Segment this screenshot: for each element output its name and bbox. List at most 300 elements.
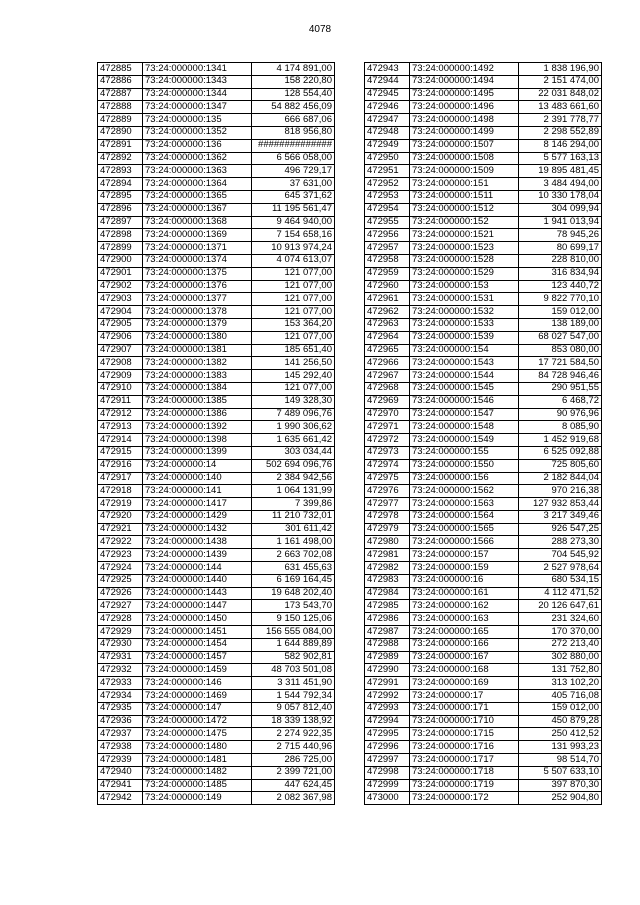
table-row <box>365 126 602 139</box>
table-row <box>365 536 602 549</box>
row-number-cell: 472949 <box>365 139 410 152</box>
cadastral-number-cell: 73:24:000000:141 <box>143 485 252 498</box>
cadastral-value-cell: 10 330 178,04 <box>519 190 602 203</box>
row-number-cell: 472963 <box>365 318 410 331</box>
row-number-cell: 472903 <box>98 293 143 306</box>
row-number-cell: 472964 <box>365 331 410 344</box>
table-row <box>365 165 602 178</box>
table-row <box>365 254 602 267</box>
cadastral-value-cell: 131 993,23 <box>519 741 602 754</box>
cadastral-number-cell: 73:24:000000:1386 <box>143 408 252 421</box>
table-row <box>365 190 602 203</box>
table-row <box>98 574 335 587</box>
table-row <box>365 446 602 459</box>
table-row <box>98 600 335 613</box>
cadastral-number-cell: 73:24:000000:1347 <box>143 101 252 114</box>
cadastral-number-cell: 73:24:000000:1565 <box>410 523 519 536</box>
table-row <box>365 114 602 127</box>
cadastral-value-cell: 17 721 584,50 <box>519 357 602 370</box>
table-row <box>98 331 335 344</box>
cadastral-value-cell: 2 715 440,96 <box>252 741 335 754</box>
cadastral-value-cell: 173 543,70 <box>252 600 335 613</box>
cadastral-value-cell: 10 913 974,24 <box>252 242 335 255</box>
cadastral-value-cell: 1 064 131,99 <box>252 485 335 498</box>
cadastral-number-cell: 73:24:000000:1378 <box>143 306 252 319</box>
row-number-cell: 472918 <box>98 485 143 498</box>
cadastral-value-cell: 7 154 658,16 <box>252 229 335 242</box>
table-row <box>98 408 335 421</box>
table-row <box>365 472 602 485</box>
table-row <box>365 280 602 293</box>
cadastral-number-cell: 73:24:000000:1472 <box>143 715 252 728</box>
table-row <box>98 766 335 779</box>
cadastral-number-cell: 73:24:000000:166 <box>410 638 519 651</box>
table-row <box>365 318 602 331</box>
cadastral-number-cell: 73:24:000000:1383 <box>143 370 252 383</box>
cadastral-number-cell: 73:24:000000:154 <box>410 344 519 357</box>
cadastral-value-cell: 7 399,86 <box>252 498 335 511</box>
cadastral-value-cell: 1 544 792,34 <box>252 690 335 703</box>
cadastral-value-cell: 145 292,40 <box>252 370 335 383</box>
row-number-cell: 472947 <box>365 114 410 127</box>
cadastral-number-cell: 73:24:000000:1550 <box>410 459 519 472</box>
row-number-cell: 472942 <box>98 792 143 805</box>
cadastral-number-cell: 73:24:000000:1432 <box>143 523 252 536</box>
cadastral-value-cell: 128 554,40 <box>252 88 335 101</box>
table-row <box>365 510 602 523</box>
row-number-cell: 472982 <box>365 562 410 575</box>
table-row <box>365 101 602 114</box>
cadastral-value-cell: 704 545,92 <box>519 549 602 562</box>
row-number-cell: 472917 <box>98 472 143 485</box>
table-row <box>365 306 602 319</box>
row-number-cell: 472926 <box>98 587 143 600</box>
cadastral-value-cell: 496 729,17 <box>252 165 335 178</box>
table-row <box>365 485 602 498</box>
cadastral-value-cell: 13 483 661,60 <box>519 101 602 114</box>
table-row <box>365 267 602 280</box>
cadastral-value-cell: 250 412,52 <box>519 728 602 741</box>
row-number-cell: 472927 <box>98 600 143 613</box>
table-row <box>98 370 335 383</box>
table-row <box>365 728 602 741</box>
cadastral-value-cell: 272 213,40 <box>519 638 602 651</box>
table-row <box>365 357 602 370</box>
row-number-cell: 472972 <box>365 434 410 447</box>
cadastral-number-cell: 73:24:000000:162 <box>410 600 519 613</box>
cadastral-value-cell: 121 077,00 <box>252 331 335 344</box>
row-number-cell: 472887 <box>98 88 143 101</box>
table-row <box>365 562 602 575</box>
cadastral-number-cell: 73:24:000000:1494 <box>410 75 519 88</box>
cadastral-number-cell: 73:24:000000:1365 <box>143 190 252 203</box>
row-number-cell: 472895 <box>98 190 143 203</box>
row-number-cell: 472939 <box>98 754 143 767</box>
row-number-cell: 472945 <box>365 88 410 101</box>
cadastral-value-cell: 2 663 702,08 <box>252 549 335 562</box>
table-row <box>98 267 335 280</box>
cadastral-value-cell: 231 324,60 <box>519 613 602 626</box>
row-number-cell: 472910 <box>98 382 143 395</box>
table-row <box>98 357 335 370</box>
table-row <box>98 344 335 357</box>
cadastral-number-cell: 73:24:000000:1509 <box>410 165 519 178</box>
cadastral-value-cell: 8 146 294,00 <box>519 139 602 152</box>
cadastral-value-cell: ############## <box>252 139 335 152</box>
cadastral-number-cell: 73:24:000000:1545 <box>410 382 519 395</box>
row-number-cell: 472889 <box>98 114 143 127</box>
cadastral-value-cell: 11 195 561,47 <box>252 203 335 216</box>
cadastral-value-cell: 48 703 501,08 <box>252 664 335 677</box>
table-row <box>98 754 335 767</box>
row-number-cell: 472930 <box>98 638 143 651</box>
cadastral-value-cell: 1 644 889,89 <box>252 638 335 651</box>
cadastral-number-cell: 73:24:000000:1371 <box>143 242 252 255</box>
table-row <box>365 702 602 715</box>
row-number-cell: 472928 <box>98 613 143 626</box>
cadastral-value-cell: 141 256,50 <box>252 357 335 370</box>
table-row <box>365 587 602 600</box>
row-number-cell: 472938 <box>98 741 143 754</box>
row-number-cell: 472943 <box>365 63 410 76</box>
cadastral-value-cell: 4 112 471,52 <box>519 587 602 600</box>
cadastral-number-cell: 73:24:000000:1532 <box>410 306 519 319</box>
cadastral-value-cell: 123 440,72 <box>519 280 602 293</box>
table-row <box>365 331 602 344</box>
row-number-cell: 472977 <box>365 498 410 511</box>
cadastral-value-cell: 98 514,70 <box>519 754 602 767</box>
row-number-cell: 472935 <box>98 702 143 715</box>
row-number-cell: 472929 <box>98 626 143 639</box>
table-row <box>365 754 602 767</box>
table-row <box>98 741 335 754</box>
cadastral-value-cell: 159 012,00 <box>519 306 602 319</box>
cadastral-number-cell: 73:24:000000:1543 <box>410 357 519 370</box>
cadastral-number-cell: 73:24:000000:1523 <box>410 242 519 255</box>
cadastral-number-cell: 73:24:000000:1379 <box>143 318 252 331</box>
table-row <box>365 88 602 101</box>
cadastral-value-cell: 1 635 661,42 <box>252 434 335 447</box>
row-number-cell: 472908 <box>98 357 143 370</box>
cadastral-number-cell: 73:24:000000:159 <box>410 562 519 575</box>
cadastral-value-cell: 680 534,15 <box>519 574 602 587</box>
table-row <box>98 715 335 728</box>
row-number-cell: 472955 <box>365 216 410 229</box>
cadastral-value-cell: 3 311 451,90 <box>252 677 335 690</box>
cadastral-value-cell: 121 077,00 <box>252 306 335 319</box>
cadastral-number-cell: 73:24:000000:1362 <box>143 152 252 165</box>
row-number-cell: 472995 <box>365 728 410 741</box>
table-row <box>98 523 335 536</box>
row-number-cell: 472934 <box>98 690 143 703</box>
cadastral-value-cell: 725 805,60 <box>519 459 602 472</box>
row-number-cell: 472885 <box>98 63 143 76</box>
cadastral-value-cell: 397 870,30 <box>519 779 602 792</box>
table-row <box>98 203 335 216</box>
cadastral-value-cell: 9 822 770,10 <box>519 293 602 306</box>
row-number-cell: 472962 <box>365 306 410 319</box>
table-row <box>98 216 335 229</box>
cadastral-number-cell: 73:24:000000:151 <box>410 178 519 191</box>
cadastral-number-cell: 73:24:000000:165 <box>410 626 519 639</box>
table-row <box>98 139 335 152</box>
table-row <box>98 114 335 127</box>
cadastral-value-cell: 6 566 058,00 <box>252 152 335 165</box>
cadastral-value-cell: 301 611,42 <box>252 523 335 536</box>
cadastral-number-cell: 73:24:000000:135 <box>143 114 252 127</box>
table-row <box>365 152 602 165</box>
cadastral-value-cell: 447 624,45 <box>252 779 335 792</box>
table-row <box>98 779 335 792</box>
row-number-cell: 472902 <box>98 280 143 293</box>
table-row <box>98 126 335 139</box>
cadastral-number-cell: 73:24:000000:1528 <box>410 254 519 267</box>
row-number-cell: 472950 <box>365 152 410 165</box>
cadastral-value-cell: 405 716,08 <box>519 690 602 703</box>
cadastral-value-cell: 22 031 848,02 <box>519 88 602 101</box>
table-row <box>98 446 335 459</box>
cadastral-number-cell: 73:24:000000:1341 <box>143 63 252 76</box>
cadastral-number-cell: 73:24:000000:155 <box>410 446 519 459</box>
row-number-cell: 472979 <box>365 523 410 536</box>
table-row <box>365 792 602 805</box>
row-number-cell: 472920 <box>98 510 143 523</box>
cadastral-value-cell: 18 339 138,92 <box>252 715 335 728</box>
cadastral-value-cell: 6 468,72 <box>519 395 602 408</box>
row-number-cell: 472901 <box>98 267 143 280</box>
cadastral-value-cell: 6 169 164,45 <box>252 574 335 587</box>
cadastral-number-cell: 73:24:000000:156 <box>410 472 519 485</box>
table-row <box>98 421 335 434</box>
row-number-cell: 472940 <box>98 766 143 779</box>
cadastral-number-cell: 73:24:000000:167 <box>410 651 519 664</box>
row-number-cell: 472948 <box>365 126 410 139</box>
cadastral-number-cell: 73:24:000000:1521 <box>410 229 519 242</box>
table-row <box>98 613 335 626</box>
row-number-cell: 472968 <box>365 382 410 395</box>
table-row <box>98 728 335 741</box>
table-row <box>365 600 602 613</box>
cadastral-number-cell: 73:24:000000:1417 <box>143 498 252 511</box>
cadastral-number-cell: 73:24:000000:1498 <box>410 114 519 127</box>
cadastral-value-cell: 156 555 084,00 <box>252 626 335 639</box>
cadastral-value-cell: 7 489 096,76 <box>252 408 335 421</box>
cadastral-value-cell: 1 838 196,90 <box>519 63 602 76</box>
cadastral-number-cell: 73:24:000000:146 <box>143 677 252 690</box>
row-number-cell: 472907 <box>98 344 143 357</box>
cadastral-number-cell: 73:24:000000:171 <box>410 702 519 715</box>
cadastral-number-cell: 73:24:000000:1482 <box>143 766 252 779</box>
row-number-cell: 472971 <box>365 421 410 434</box>
table-row <box>98 459 335 472</box>
cadastral-number-cell: 73:24:000000:1375 <box>143 267 252 280</box>
cadastral-number-cell: 73:24:000000:136 <box>143 139 252 152</box>
cadastral-number-cell: 73:24:000000:1429 <box>143 510 252 523</box>
table-row <box>365 651 602 664</box>
table-row <box>98 63 335 76</box>
table-row <box>365 408 602 421</box>
table-row <box>365 715 602 728</box>
row-number-cell: 472899 <box>98 242 143 255</box>
cadastral-value-cell: 926 547,25 <box>519 523 602 536</box>
cadastral-value-cell: 302 880,00 <box>519 651 602 664</box>
table-row <box>365 523 602 536</box>
cadastral-number-cell: 73:24:000000:1507 <box>410 139 519 152</box>
cadastral-value-cell: 9 464 940,00 <box>252 216 335 229</box>
cadastral-number-cell: 73:24:000000:157 <box>410 549 519 562</box>
row-number-cell: 472900 <box>98 254 143 267</box>
table-row <box>365 139 602 152</box>
cadastral-value-cell: 90 976,96 <box>519 408 602 421</box>
row-number-cell: 472913 <box>98 421 143 434</box>
row-number-cell: 472886 <box>98 75 143 88</box>
cadastral-number-cell: 73:24:000000:1511 <box>410 190 519 203</box>
cadastral-value-cell: 4 174 891,00 <box>252 63 335 76</box>
row-number-cell: 472997 <box>365 754 410 767</box>
cadastral-value-cell: 631 455,63 <box>252 562 335 575</box>
row-number-cell: 472990 <box>365 664 410 677</box>
row-number-cell: 472936 <box>98 715 143 728</box>
row-number-cell: 472919 <box>98 498 143 511</box>
table-row <box>365 677 602 690</box>
row-number-cell: 472976 <box>365 485 410 498</box>
cadastral-number-cell: 73:24:000000:1539 <box>410 331 519 344</box>
row-number-cell: 472892 <box>98 152 143 165</box>
cadastral-value-cell: 37 631,00 <box>252 178 335 191</box>
cadastral-value-cell: 20 126 647,61 <box>519 600 602 613</box>
row-number-cell: 472969 <box>365 395 410 408</box>
cadastral-number-cell: 73:24:000000:1368 <box>143 216 252 229</box>
cadastral-number-cell: 73:24:000000:1496 <box>410 101 519 114</box>
cadastral-number-cell: 73:24:000000:1398 <box>143 434 252 447</box>
row-number-cell: 472966 <box>365 357 410 370</box>
cadastral-number-cell: 73:24:000000:1364 <box>143 178 252 191</box>
row-number-cell: 472951 <box>365 165 410 178</box>
cadastral-number-cell: 73:24:000000:163 <box>410 613 519 626</box>
row-number-cell: 472975 <box>365 472 410 485</box>
table-row <box>365 370 602 383</box>
table-row <box>365 574 602 587</box>
cadastral-number-cell: 73:24:000000:144 <box>143 562 252 575</box>
cadastral-value-cell: 6 525 092,88 <box>519 446 602 459</box>
cadastral-value-cell: 582 902,81 <box>252 651 335 664</box>
cadastral-number-cell: 73:24:000000:1343 <box>143 75 252 88</box>
cadastral-value-cell: 1 941 013,94 <box>519 216 602 229</box>
page-number: 4078 <box>308 24 332 35</box>
table-row <box>98 75 335 88</box>
row-number-cell: 472998 <box>365 766 410 779</box>
table-row <box>365 613 602 626</box>
cadastral-number-cell: 73:24:000000:1380 <box>143 331 252 344</box>
row-number-cell: 472893 <box>98 165 143 178</box>
cadastral-number-cell: 73:24:000000:1363 <box>143 165 252 178</box>
row-number-cell: 472970 <box>365 408 410 421</box>
row-number-cell: 472985 <box>365 600 410 613</box>
cadastral-number-cell: 73:24:000000:16 <box>410 574 519 587</box>
row-number-cell: 472983 <box>365 574 410 587</box>
cadastral-value-cell: 8 085,90 <box>519 421 602 434</box>
cadastral-number-cell: 73:24:000000:1533 <box>410 318 519 331</box>
cadastral-number-cell: 73:24:000000:1377 <box>143 293 252 306</box>
cadastral-number-cell: 73:24:000000:1499 <box>410 126 519 139</box>
table-row <box>98 165 335 178</box>
cadastral-number-cell: 73:24:000000:1529 <box>410 267 519 280</box>
cadastral-value-cell: 4 074 613,07 <box>252 254 335 267</box>
cadastral-number-cell: 73:24:000000:1443 <box>143 587 252 600</box>
row-number-cell: 472994 <box>365 715 410 728</box>
cadastral-value-cell: 288 273,30 <box>519 536 602 549</box>
table-row <box>365 549 602 562</box>
cadastral-number-cell: 73:24:000000:1480 <box>143 741 252 754</box>
row-number-cell: 472946 <box>365 101 410 114</box>
cadastral-number-cell: 73:24:000000:1492 <box>410 63 519 76</box>
cadastral-value-cell: 2 399 721,00 <box>252 766 335 779</box>
table-row <box>365 75 602 88</box>
cadastral-value-cell: 159 012,00 <box>519 702 602 715</box>
cadastral-value-cell: 131 752,80 <box>519 664 602 677</box>
row-number-cell: 472914 <box>98 434 143 447</box>
cadastral-number-cell: 73:24:000000:1392 <box>143 421 252 434</box>
table-row <box>98 536 335 549</box>
row-number-cell: 472933 <box>98 677 143 690</box>
cadastral-number-cell: 73:24:000000:1382 <box>143 357 252 370</box>
cadastral-value-cell: 228 810,00 <box>519 254 602 267</box>
cadastral-number-cell: 73:24:000000:1440 <box>143 574 252 587</box>
cadastral-value-cell: 1 990 306,62 <box>252 421 335 434</box>
row-number-cell: 472992 <box>365 690 410 703</box>
table-row <box>365 229 602 242</box>
cadastral-number-cell: 73:24:000000:1344 <box>143 88 252 101</box>
cadastral-number-cell: 73:24:000000:1381 <box>143 344 252 357</box>
row-number-cell: 472993 <box>365 702 410 715</box>
row-number-cell: 472954 <box>365 203 410 216</box>
row-number-cell: 472944 <box>365 75 410 88</box>
table-row <box>98 318 335 331</box>
cadastral-number-cell: 73:24:000000:172 <box>410 792 519 805</box>
cadastral-number-cell: 73:24:000000:1546 <box>410 395 519 408</box>
row-number-cell: 472932 <box>98 664 143 677</box>
row-number-cell: 472986 <box>365 613 410 626</box>
row-number-cell: 472905 <box>98 318 143 331</box>
table-row <box>365 382 602 395</box>
row-number-cell: 472906 <box>98 331 143 344</box>
table-row <box>98 190 335 203</box>
cadastral-value-cell: 2 274 922,35 <box>252 728 335 741</box>
cadastral-number-cell: 73:24:000000:1563 <box>410 498 519 511</box>
cadastral-number-cell: 73:24:000000:1451 <box>143 626 252 639</box>
row-number-cell: 472937 <box>98 728 143 741</box>
cadastral-value-cell: 645 371,62 <box>252 190 335 203</box>
table-row <box>365 459 602 472</box>
cadastral-value-cell: 153 364,20 <box>252 318 335 331</box>
cadastral-value-cell: 2 384 942,56 <box>252 472 335 485</box>
table-row <box>98 510 335 523</box>
cadastral-number-cell: 73:24:000000:1385 <box>143 395 252 408</box>
cadastral-number-cell: 73:24:000000:1459 <box>143 664 252 677</box>
row-number-cell: 472961 <box>365 293 410 306</box>
row-number-cell: 472890 <box>98 126 143 139</box>
cadastral-value-cell: 818 956,80 <box>252 126 335 139</box>
cadastral-value-cell: 1 161 498,00 <box>252 536 335 549</box>
cadastral-number-cell: 73:24:000000:168 <box>410 664 519 677</box>
cadastral-number-cell: 73:24:000000:14 <box>143 459 252 472</box>
cadastral-number-cell: 73:24:000000:140 <box>143 472 252 485</box>
row-number-cell: 472984 <box>365 587 410 600</box>
table-row <box>98 626 335 639</box>
cadastral-value-cell: 970 216,38 <box>519 485 602 498</box>
row-number-cell: 472897 <box>98 216 143 229</box>
cadastral-value-cell: 2 527 978,64 <box>519 562 602 575</box>
